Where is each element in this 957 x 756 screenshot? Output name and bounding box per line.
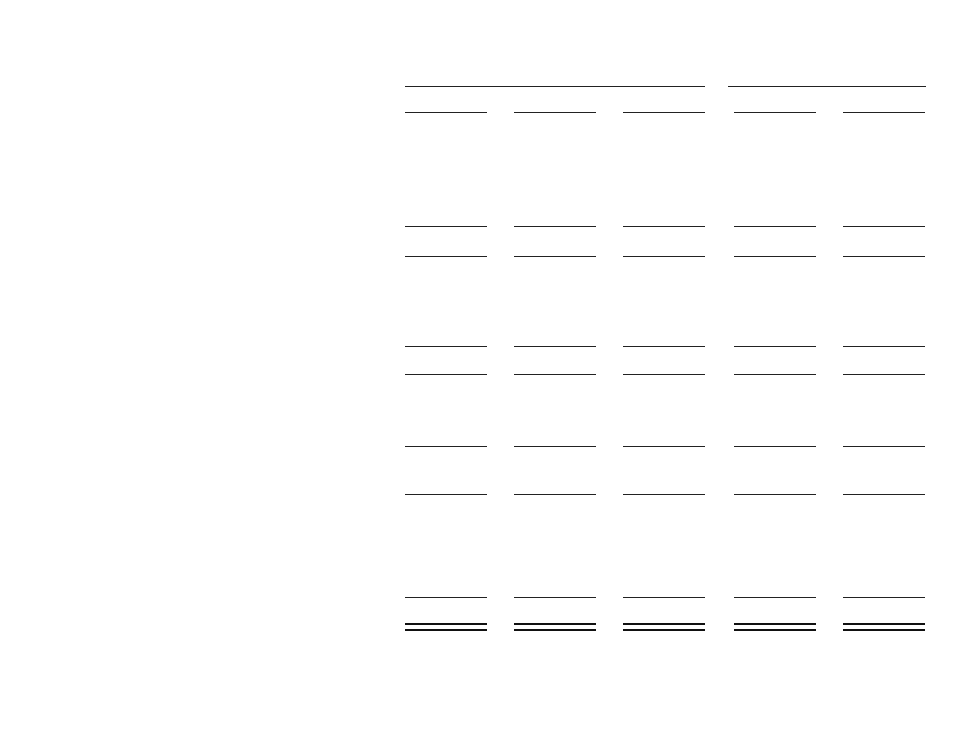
total-double-rule xyxy=(514,629,596,633)
subtotal-rule xyxy=(734,226,816,227)
total-double-rule xyxy=(514,623,596,627)
subtotal-rule xyxy=(843,446,925,447)
quarter-group-rule xyxy=(728,86,926,87)
year-rule xyxy=(514,112,596,113)
total-double-rule xyxy=(843,629,925,633)
total-double-rule xyxy=(405,623,487,627)
subtotal-rule xyxy=(623,446,705,447)
subtotal-rule xyxy=(734,597,816,598)
subtotal-rule xyxy=(405,226,487,227)
total-double-rule xyxy=(623,623,705,627)
total-double-rule xyxy=(843,623,925,627)
subtotal-rule xyxy=(734,256,816,257)
subtotal-rule xyxy=(514,256,596,257)
subtotal-rule xyxy=(734,374,816,375)
subtotal-rule xyxy=(623,256,705,257)
subtotal-rule xyxy=(843,226,925,227)
subtotal-rule xyxy=(734,346,816,347)
subtotal-rule xyxy=(514,346,596,347)
total-double-rule xyxy=(623,629,705,633)
subtotal-rule xyxy=(514,597,596,598)
subtotal-rule xyxy=(514,226,596,227)
subtotal-rule xyxy=(405,597,487,598)
year-rule xyxy=(843,112,925,113)
subtotal-rule xyxy=(843,256,925,257)
subtotal-rule xyxy=(623,597,705,598)
subtotal-rule xyxy=(623,494,705,495)
year-rule xyxy=(623,112,705,113)
subtotal-rule xyxy=(843,346,925,347)
subtotal-rule xyxy=(405,374,487,375)
subtotal-rule xyxy=(514,494,596,495)
subtotal-rule xyxy=(734,494,816,495)
subtotal-rule xyxy=(843,374,925,375)
subtotal-rule xyxy=(514,446,596,447)
subtotal-rule xyxy=(623,374,705,375)
year-group-rule xyxy=(405,86,705,87)
subtotal-rule xyxy=(623,346,705,347)
total-double-rule xyxy=(734,629,816,633)
year-rule xyxy=(405,112,487,113)
subtotal-rule xyxy=(843,597,925,598)
subtotal-rule xyxy=(843,494,925,495)
subtotal-rule xyxy=(623,226,705,227)
subtotal-rule xyxy=(405,494,487,495)
total-double-rule xyxy=(405,629,487,633)
subtotal-rule xyxy=(514,374,596,375)
subtotal-rule xyxy=(734,446,816,447)
year-rule xyxy=(734,112,816,113)
subtotal-rule xyxy=(405,346,487,347)
subtotal-rule xyxy=(405,446,487,447)
total-double-rule xyxy=(734,623,816,627)
subtotal-rule xyxy=(405,256,487,257)
